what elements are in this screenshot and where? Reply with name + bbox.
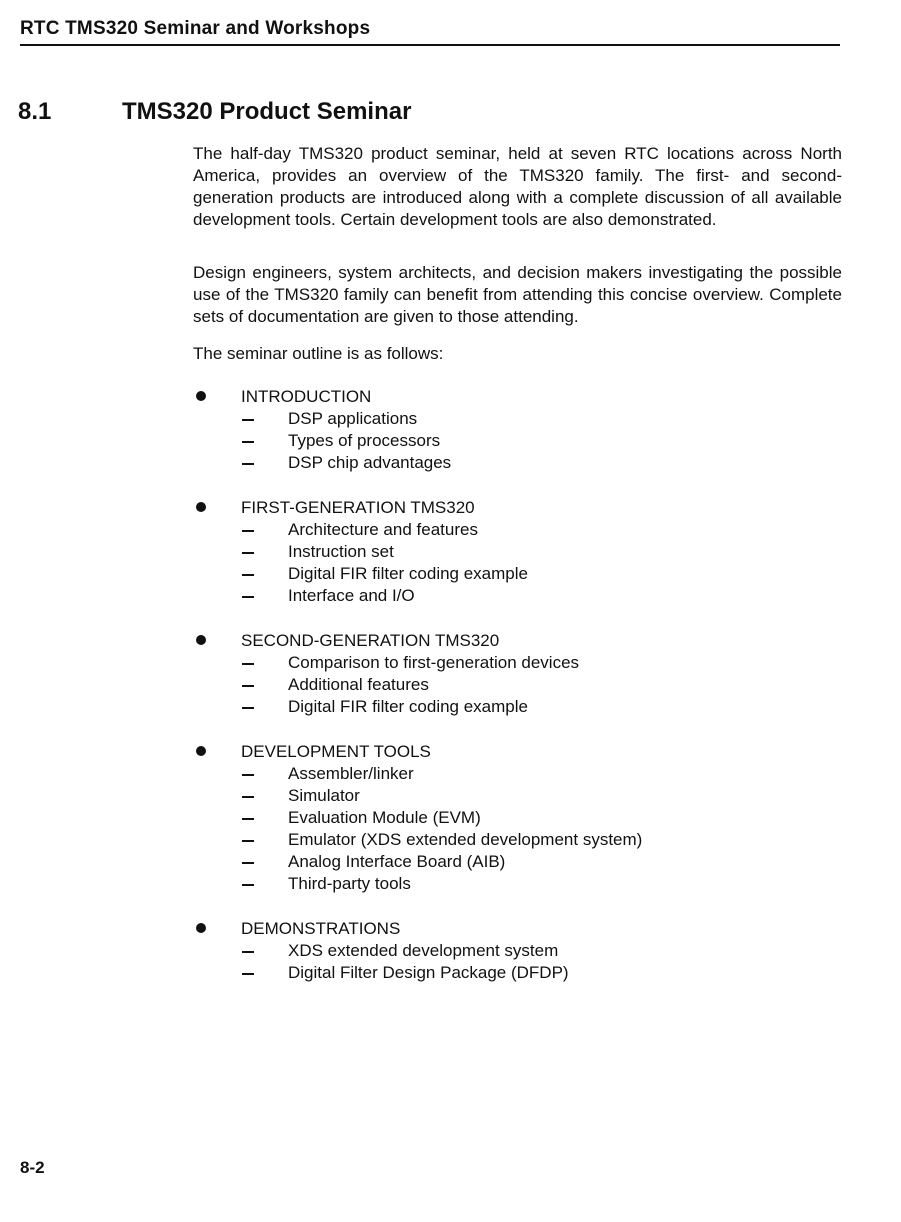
dash-icon [242,552,254,554]
dash-icon [242,685,254,687]
bullet-icon [196,391,206,401]
outline-topic [193,630,842,718]
outline-subitem [193,541,842,563]
section-title: TMS320 Product Seminar [122,98,412,125]
outline-lead-paragraph: The seminar outline is as follows: [193,344,444,363]
outline-topic [193,386,842,474]
outline-subitem [193,563,842,585]
dash-icon [242,840,254,842]
outline-subitem [193,519,842,541]
dash-icon [242,774,254,776]
outline-subitem [193,674,842,696]
outline-subitem [193,807,842,829]
outline-subitem-text: Evaluation Module (EVM) [288,808,481,827]
outline-subitem-text: Interface and I/O [288,586,415,605]
outline-topic [193,741,842,895]
outline-topic [193,918,842,984]
outline-subitem-text: Digital Filter Design Package (DFDP) [288,963,569,982]
outline-subitem [193,763,842,785]
dash-icon [242,951,254,953]
outline-subitem-text: Architecture and features [288,520,478,539]
outline-subitem-text: Simulator [288,786,360,805]
running-header-title: RTC TMS320 Seminar and Workshops [20,18,840,46]
outline-subitem-text: Additional features [288,675,429,694]
outline-subitem [193,452,842,474]
outline-subitem [193,962,842,984]
dash-icon [242,663,254,665]
outline-subitem-text: XDS extended development system [288,941,559,960]
outline-subitem-text: Digital FIR filter coding example [288,697,528,716]
audience-paragraph: Design engineers, system architects, and decision makers investigating the possible use of the TMS320 family can benefit from attending this concise overview. Complete sets of documentation are given to those attending. [193,263,842,326]
outline-subitem-text: Types of processors [288,431,441,450]
outline-subitem [193,696,842,718]
outline-topic [193,497,842,607]
section-heading [18,98,411,126]
intro-paragraph: The half-day TMS320 product seminar, held at seven RTC locations across North America, provides an overview of the TMS320 family. The first- and second-generation products are introduced along with a complete discussion of all available development tools. Certain development tools are also demonstrated. [193,144,842,229]
section-number: 8.1 [18,98,52,125]
outline-subitem [193,829,842,851]
outline-subitem [193,408,842,430]
bullet-icon [196,502,206,512]
dash-icon [242,796,254,798]
outline-subitem-text: Digital FIR filter coding example [288,564,528,583]
outline-subitem-text: Comparison to first-generation devices [288,653,580,672]
dash-icon [242,818,254,820]
outline-subitem [193,851,842,873]
outline-topic-title: DEMONSTRATIONS [241,919,401,938]
outline-subitem-text: Assembler/linker [288,764,414,783]
dash-icon [242,463,254,465]
outline-topic-title: INTRODUCTION [241,387,372,406]
outline-subitem-text: Analog Interface Board (AIB) [288,852,506,871]
dash-icon [242,884,254,886]
dash-icon [242,862,254,864]
outline-subitem-text: Third-party tools [288,874,411,893]
seminar-outline [193,386,842,1007]
outline-subitem [193,940,842,962]
outline-topic-title: SECOND-GENERATION TMS320 [241,631,500,650]
outline-subitem [193,585,842,607]
page-number: 8-2 [20,1158,45,1177]
outline-subitem-text: DSP applications [288,409,418,428]
outline-subitem [193,785,842,807]
outline-subitem-text: DSP chip advantages [288,453,452,472]
dash-icon [242,441,254,443]
outline-subitem-text: Instruction set [288,542,394,561]
outline-subitem [193,652,842,674]
outline-topic-title: DEVELOPMENT TOOLS [241,742,431,761]
bullet-icon [196,746,206,756]
bullet-icon [196,635,206,645]
dash-icon [242,973,254,975]
outline-subitem [193,873,842,895]
dash-icon [242,530,254,532]
outline-subitem [193,430,842,452]
bullet-icon [196,923,206,933]
dash-icon [242,419,254,421]
dash-icon [242,574,254,576]
outline-subitem-text: Emulator (XDS extended development system) [288,830,643,849]
outline-topic-title: FIRST-GENERATION TMS320 [241,498,475,517]
dash-icon [242,707,254,709]
dash-icon [242,596,254,598]
